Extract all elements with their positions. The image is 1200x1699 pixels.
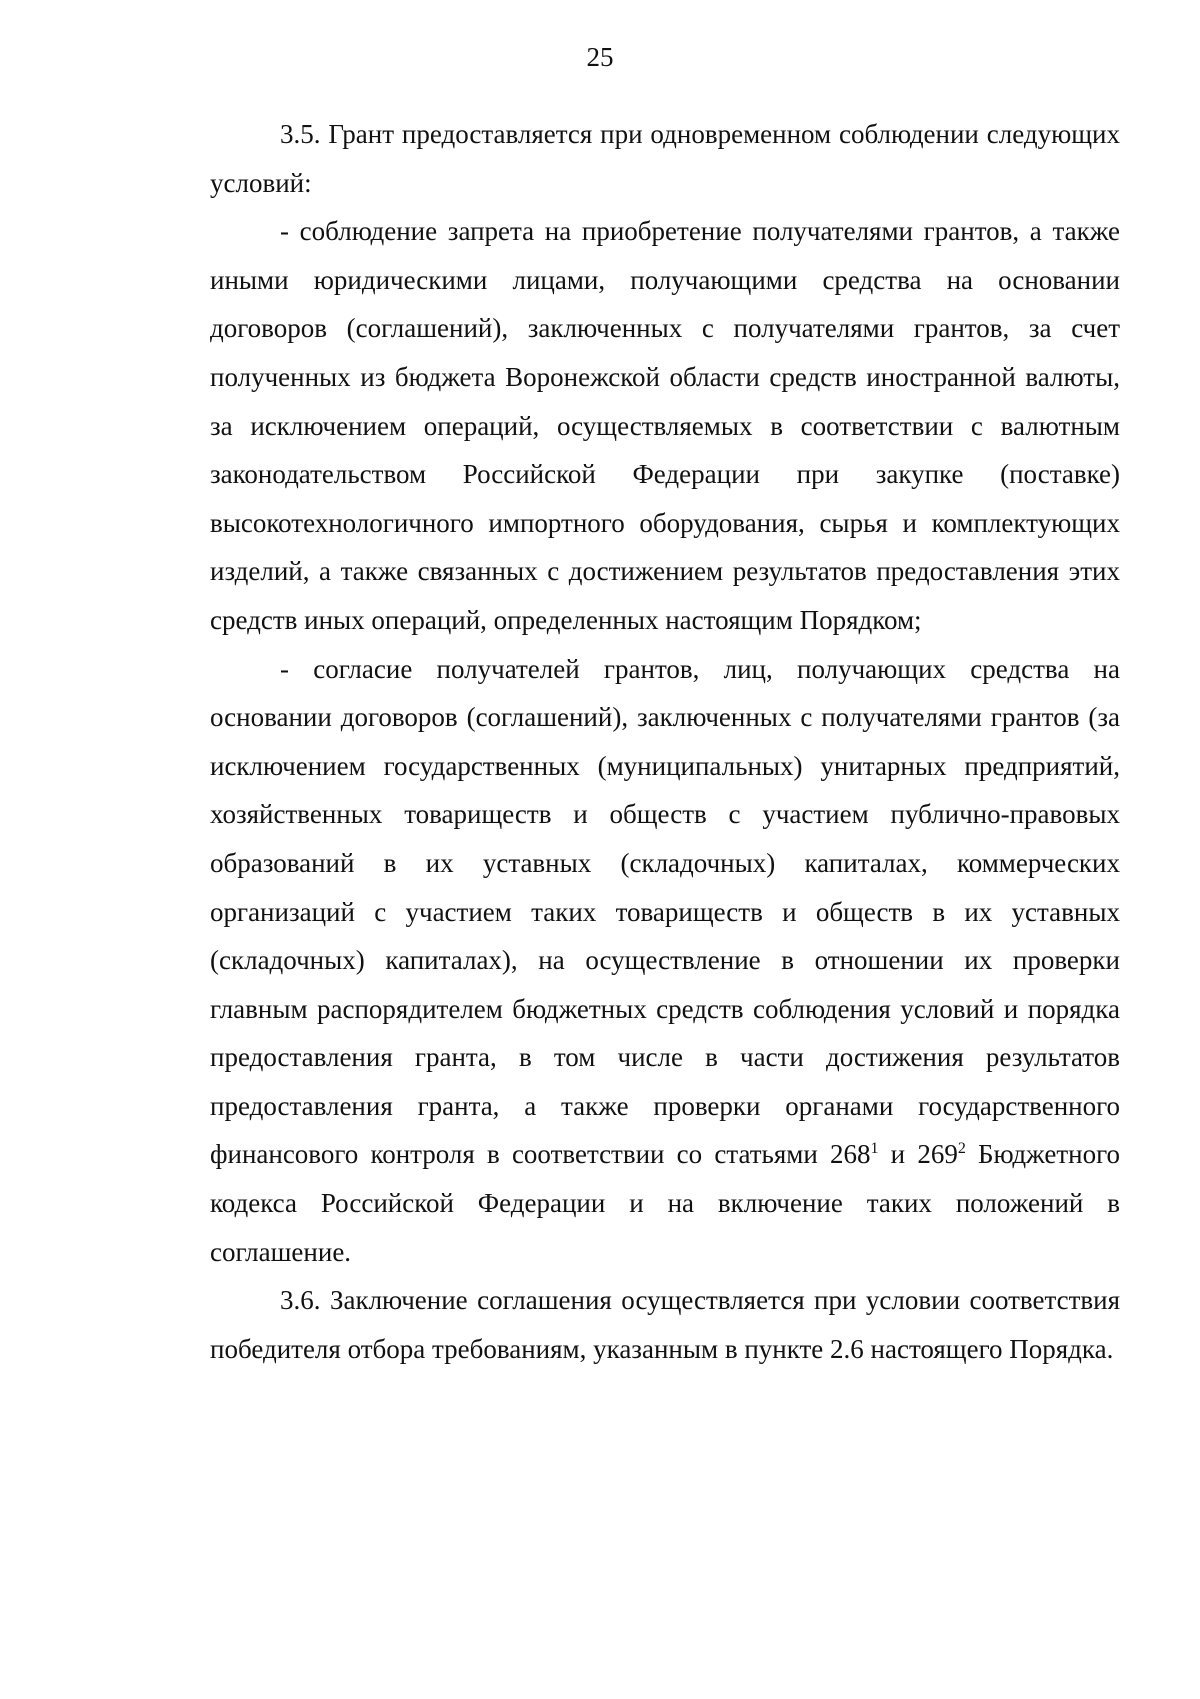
paragraph-3-6: 3.6. Заключение соглашения осуществляется при условии соответствия победителя отбора требованиям, указанным в пункте 2.6 настоящего Порядка.: [210, 1285, 1120, 1364]
page-number: 25: [586, 42, 614, 72]
consent-text: - согласие получателей грантов, лиц, получающих средства на основании договоров (соглашений), заключенных с получателями грантов (за исключением государственных (муниципальных) унитарных предприятий, хозяйственных товариществ и обществ с участием публично-правовых образований в их уставных (складочных) капиталах, коммерческих организаций с участием таких товариществ и обществ в их уставных (складочных) капиталах), на осуществление в отношении их проверки главным распорядителем бюджетных средств соблюдения условий и порядка предоставления гранта, в том числе в части достижения результатов предоставления гранта, а также проверки органами государственного финансового контроля в соответствии со статьями: [210, 653, 1120, 1170]
article-268-superscript: 1: [870, 1140, 879, 1158]
paragraph-currency-ban: - соблюдение запрета на приобретение получателями грантов, а также иными юридическими лицами, получающими средства на основании договоров (соглашений), заключенных с получателями грантов, за счет полученных из бюджета Воронежской области средств иностранной валюты, за исключением операций, осуществляемых в соответствии с валютным законодательством Российской Федерации при закупке (поставке) высокотехнологичного импортного оборудования, сырья и комплектующих изделий, а также связанных с достижением результатов предоставления этих средств иных операций, определенных настоящим Порядком;: [210, 216, 1120, 635]
article-connector: и: [878, 1139, 918, 1170]
consent-text-end: Бюджетного кодекса Российской Федерации и на включение таких положений в соглашение.: [210, 1139, 1120, 1267]
article-269-superscript: 2: [957, 1140, 966, 1158]
paragraph-3-5: 3.5. Грант предоставляется при одновременном соблюдении следующих условий:: [210, 119, 1120, 198]
article-268: 268: [830, 1139, 871, 1170]
paragraph-consent-audit: [210, 645, 1120, 1277]
document-body: [210, 110, 1120, 1373]
article-269: 269: [917, 1139, 958, 1170]
